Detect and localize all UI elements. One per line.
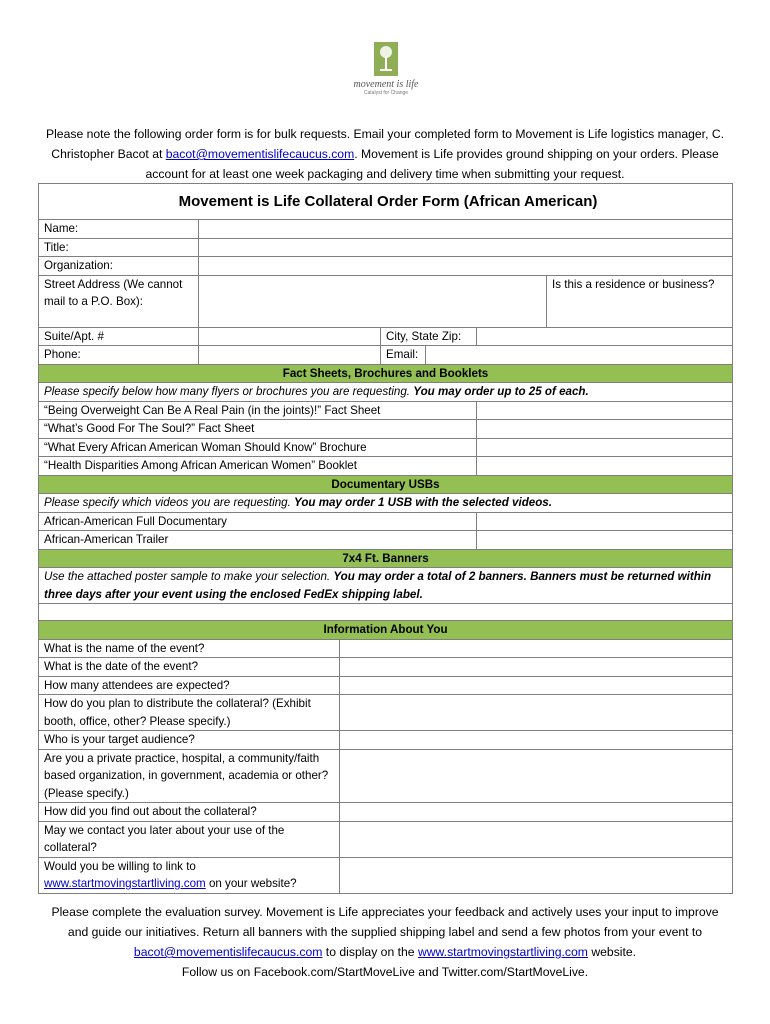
fact-sheets-note-bold: You may order up to 25 of each. xyxy=(413,385,589,398)
intro-text: Please note the following order form is for bulk requests. Email your completed form to Movement is Life logistics manager, C. Christopher Bacot at xyxy=(45,127,725,161)
banners-note-text: Use the attached poster sample to make your selection. xyxy=(44,570,334,583)
email-field[interactable] xyxy=(426,346,733,365)
brochure-quantity-field[interactable] xyxy=(477,438,733,457)
fact-sheets-note xyxy=(39,383,733,402)
event-date-field[interactable] xyxy=(340,658,733,677)
about-you-header: Information About You xyxy=(39,621,733,640)
link-question-text: Would you be willing to link to xyxy=(44,859,196,873)
fact-sheet-item: “Being Overweight Can Be A Real Pain (in the joints)!” Fact Sheet xyxy=(39,401,477,420)
street-address-field[interactable] xyxy=(199,275,547,327)
outro-text: Please complete the evaluation survey. Movement is Life appreciates your feedback and actively uses your input to improve and guide our initiatives. Return all banners with the supplied shipping label and send a few photos from your event to xyxy=(51,905,719,939)
intro-paragraph xyxy=(40,124,730,184)
usb-selection-field[interactable] xyxy=(477,512,733,531)
contact-permission-label: May we contact you later about your use of the collateral? xyxy=(39,821,340,857)
link-question-end: on your website? xyxy=(205,877,297,890)
title-field[interactable] xyxy=(199,238,733,257)
name-label: Name: xyxy=(39,220,199,239)
logo-brand-text: movement is life xyxy=(353,79,419,90)
link-answer-field[interactable] xyxy=(340,857,733,893)
fact-sheet-item: “What’s Good For The Soul?” Fact Sheet xyxy=(39,420,477,439)
usbs-note-text: Please specify which videos you are requesting. xyxy=(44,496,295,509)
organization-type-label: Are you a private practice, hospital, a community/faith based organization, in government, academia or other? (Please specify.) xyxy=(39,749,340,803)
referral-label: How did you find out about the collateral? xyxy=(39,803,340,822)
title-label: Title: xyxy=(39,238,199,257)
email-label: Email: xyxy=(381,346,426,365)
usb-selection-field[interactable] xyxy=(477,531,733,550)
referral-field[interactable] xyxy=(340,803,733,822)
audience-label: Who is your target audience? xyxy=(39,731,340,750)
outro-text-mid: to display on the xyxy=(322,945,418,959)
logo-tagline: Catalyst for Change xyxy=(363,90,409,96)
street-address-label: Street Address (We cannot mail to a P.O. Box): xyxy=(39,275,199,327)
suite-label: Suite/Apt. # xyxy=(39,327,199,346)
usb-item: African-American Full Documentary xyxy=(39,512,477,531)
attendees-field[interactable] xyxy=(340,676,733,695)
organization-field[interactable] xyxy=(199,257,733,276)
event-name-label: What is the name of the event? xyxy=(39,639,340,658)
usb-item: African-American Trailer xyxy=(39,531,477,550)
organization-label: Organization: xyxy=(39,257,199,276)
organization-type-field[interactable] xyxy=(340,749,733,803)
form-title: Movement is Life Collateral Order Form (African American) xyxy=(39,184,733,220)
booklet-item: “Health Disparities Among African American Women” Booklet xyxy=(39,457,477,476)
tree-logo-icon xyxy=(374,42,398,76)
usbs-note-bold: You may order 1 USB with the selected videos. xyxy=(294,496,552,509)
distribution-label: How do you plan to distribute the collateral? (Exhibit booth, office, other? Please specify.) xyxy=(39,695,340,731)
banners-header: 7x4 Ft. Banners xyxy=(39,549,733,568)
outro-website-link[interactable]: www.startmovingstartliving.com xyxy=(417,945,588,959)
usbs-note xyxy=(39,494,733,513)
suite-field[interactable] xyxy=(199,327,381,346)
intro-text-end: . Movement is Life provides ground shipping on your orders. Please account for at least one week packaging and delivery time when submitting your request. xyxy=(145,147,719,181)
fact-sheets-header: Fact Sheets, Brochures and Booklets xyxy=(39,364,733,383)
fact-sheet-quantity-field[interactable] xyxy=(477,401,733,420)
fact-sheet-quantity-field[interactable] xyxy=(477,420,733,439)
audience-field[interactable] xyxy=(340,731,733,750)
website-link[interactable]: www.startmovingstartliving.com xyxy=(44,877,206,890)
contact-permission-field[interactable] xyxy=(340,821,733,857)
fact-sheets-note-text: Please specify below how many flyers or brochures you are requesting. xyxy=(44,385,414,398)
city-state-zip-field[interactable] xyxy=(477,327,733,346)
outro-text-end: website. xyxy=(587,945,637,959)
city-state-zip-label: City, State Zip: xyxy=(381,327,477,346)
brochure-item: “What Every African American Woman Should Know” Brochure xyxy=(39,438,477,457)
phone-label: Phone: xyxy=(39,346,199,365)
phone-field[interactable] xyxy=(199,346,381,365)
link-question xyxy=(39,857,340,893)
distribution-field[interactable] xyxy=(340,695,733,731)
residence-question[interactable]: Is this a residence or business? xyxy=(547,275,733,327)
movement-is-life-logo xyxy=(340,42,432,104)
closing-paragraph xyxy=(40,902,730,982)
booklet-quantity-field[interactable] xyxy=(477,457,733,476)
event-name-field[interactable] xyxy=(340,639,733,658)
intro-email-link[interactable]: bacot@movementislifecaucus.com xyxy=(165,147,355,161)
usbs-header: Documentary USBs xyxy=(39,475,733,494)
name-field[interactable] xyxy=(199,220,733,239)
banners-note-bold: You may order a total of 2 banners. Banners must be returned within three days after your event using the enclosed FedEx shipping label. xyxy=(44,570,712,601)
order-form-table xyxy=(38,183,733,894)
banners-selection-field[interactable] xyxy=(39,604,733,621)
outro-email-link[interactable]: bacot@movementislifecaucus.com xyxy=(133,945,323,959)
event-date-label: What is the date of the event? xyxy=(39,658,340,677)
attendees-label: How many attendees are expected? xyxy=(39,676,340,695)
banners-note xyxy=(39,568,733,604)
social-follow-text: Follow us on Facebook.com/StartMoveLive and Twitter.com/StartMoveLive. xyxy=(181,965,589,979)
